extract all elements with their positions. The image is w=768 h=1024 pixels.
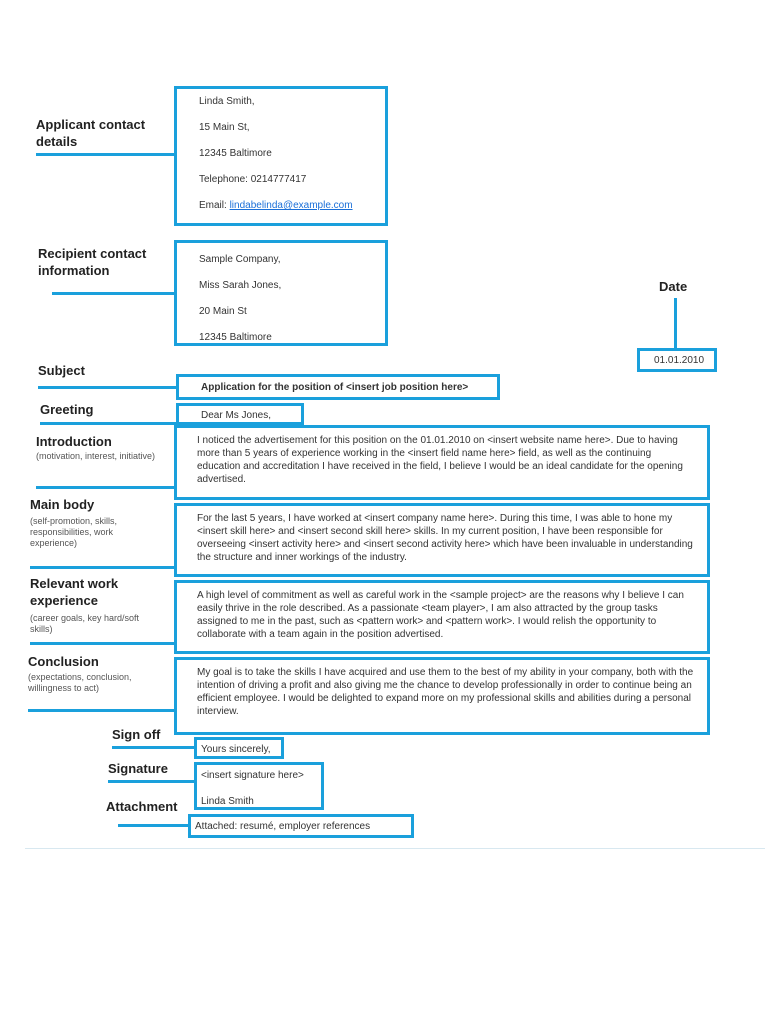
label-conclusion: Conclusion — [28, 654, 99, 669]
footer-divider — [25, 848, 765, 849]
greeting-box — [176, 403, 304, 425]
subject-text: Application for the position of <insert job position here> — [201, 382, 469, 393]
introduction-text: I noticed the advertisement for this position on the 01.01.2010 on <insert website name here>. Due to having more than 5 years of experience working in the <insert field name here> field, as well as the continuing education and accreditation I have received in the field, I believe I would be an ideal candidate for the opening advertised. — [197, 435, 683, 485]
connector-greeting — [40, 422, 176, 425]
label-signature: Signature — [108, 761, 168, 776]
attachment-text: Attached: resumé, employer references — [195, 821, 371, 832]
signature-box — [194, 762, 324, 810]
connector-relevant — [30, 642, 176, 645]
recipient-city: 12345 Baltimore — [199, 332, 272, 343]
applicant-box — [174, 86, 388, 226]
greeting-text: Dear Ms Jones, — [201, 410, 272, 421]
main-body-box — [174, 503, 710, 577]
connector-recipient — [52, 292, 176, 295]
subject-box — [176, 374, 500, 400]
relevant-note: (career goals, key hard/soft skills) — [30, 613, 140, 634]
recipient-company: Sample Company, — [199, 254, 281, 265]
relevant-box — [174, 580, 710, 654]
applicant-email-link[interactable]: lindabelinda@example.com — [229, 200, 353, 211]
applicant-name: Linda Smith, — [199, 96, 255, 107]
recipient-contact: Miss Sarah Jones, — [199, 280, 282, 291]
main-body-note: (self-promotion, skills, responsibilities, work experience) — [30, 516, 118, 548]
label-applicant: Applicant contact details — [36, 117, 146, 149]
recipient-street: 20 Main St — [199, 306, 247, 317]
recipient-box — [174, 240, 388, 346]
conclusion-box — [174, 657, 710, 735]
sign-off-text: Yours sincerely, — [201, 744, 271, 755]
connector-signature — [108, 780, 196, 783]
connector-date — [674, 298, 677, 350]
label-introduction: Introduction — [36, 434, 112, 449]
conclusion-text: My goal is to take the skills I have acquired and use them to the best of my ability in your company, both with the intention of driving a profit and also giving me the chance to develop professionally in order to continue being an efficient employee. I would be delighted to expand more on my professional skills and abilities during a personal interview. — [197, 667, 694, 717]
label-attachment: Attachment — [106, 799, 178, 814]
connector-subject — [38, 386, 178, 389]
label-greeting: Greeting — [40, 402, 94, 417]
relevant-text: A high level of commitment as well as careful work in the <sample project> are the reasons why I believe I can easily thrive in the role described. As a passionate <team player>, I am also attracted by the group tasks assigned to me in the past, such as <pattern work> and <pattern work>. I would relish the opportunity to collaborate with a team again in the position advertised. — [197, 590, 684, 640]
applicant-city: 12345 Baltimore — [199, 148, 272, 159]
introduction-note: (motivation, interest, initiative) — [36, 451, 156, 461]
connector-conclusion — [28, 709, 176, 712]
attachment-box — [188, 814, 414, 838]
signature-placeholder: <insert signature here> — [201, 770, 304, 781]
main-body-text: For the last 5 years, I have worked at <insert company name here>. During this time, I was able to hone my <insert skill here> and <insert second skill here> skills. In my current position, I have been responsible for overseeing <insert activity here> and <insert second activity here> which have been invaluable in understanding the structure and inner workings of the industry. — [197, 513, 693, 563]
sign-off-box — [194, 737, 284, 759]
label-recipient: Recipient contact information — [38, 246, 147, 278]
conclusion-note: (expectations, conclusion, willingness to act) — [28, 672, 132, 693]
connector-main-body — [30, 566, 176, 569]
applicant-street: 15 Main St, — [199, 122, 250, 133]
signature-name: Linda Smith — [201, 796, 254, 807]
connector-introduction — [36, 486, 176, 489]
connector-attachment — [118, 824, 192, 827]
label-subject: Subject — [38, 363, 85, 378]
label-date: Date — [659, 279, 688, 294]
applicant-email-label: Email: — [199, 200, 230, 211]
connector-applicant — [36, 153, 176, 156]
label-main-body: Main body — [30, 497, 95, 512]
applicant-email-line — [199, 199, 353, 212]
date-box — [637, 348, 717, 372]
date-value: 01.01.2010 — [654, 355, 705, 366]
label-sign-off: Sign off — [112, 727, 161, 742]
applicant-telephone: Telephone: 0214777417 — [199, 174, 307, 185]
label-relevant: Relevant work experience — [30, 576, 119, 608]
introduction-box — [174, 425, 710, 500]
connector-sign-off — [112, 746, 196, 749]
